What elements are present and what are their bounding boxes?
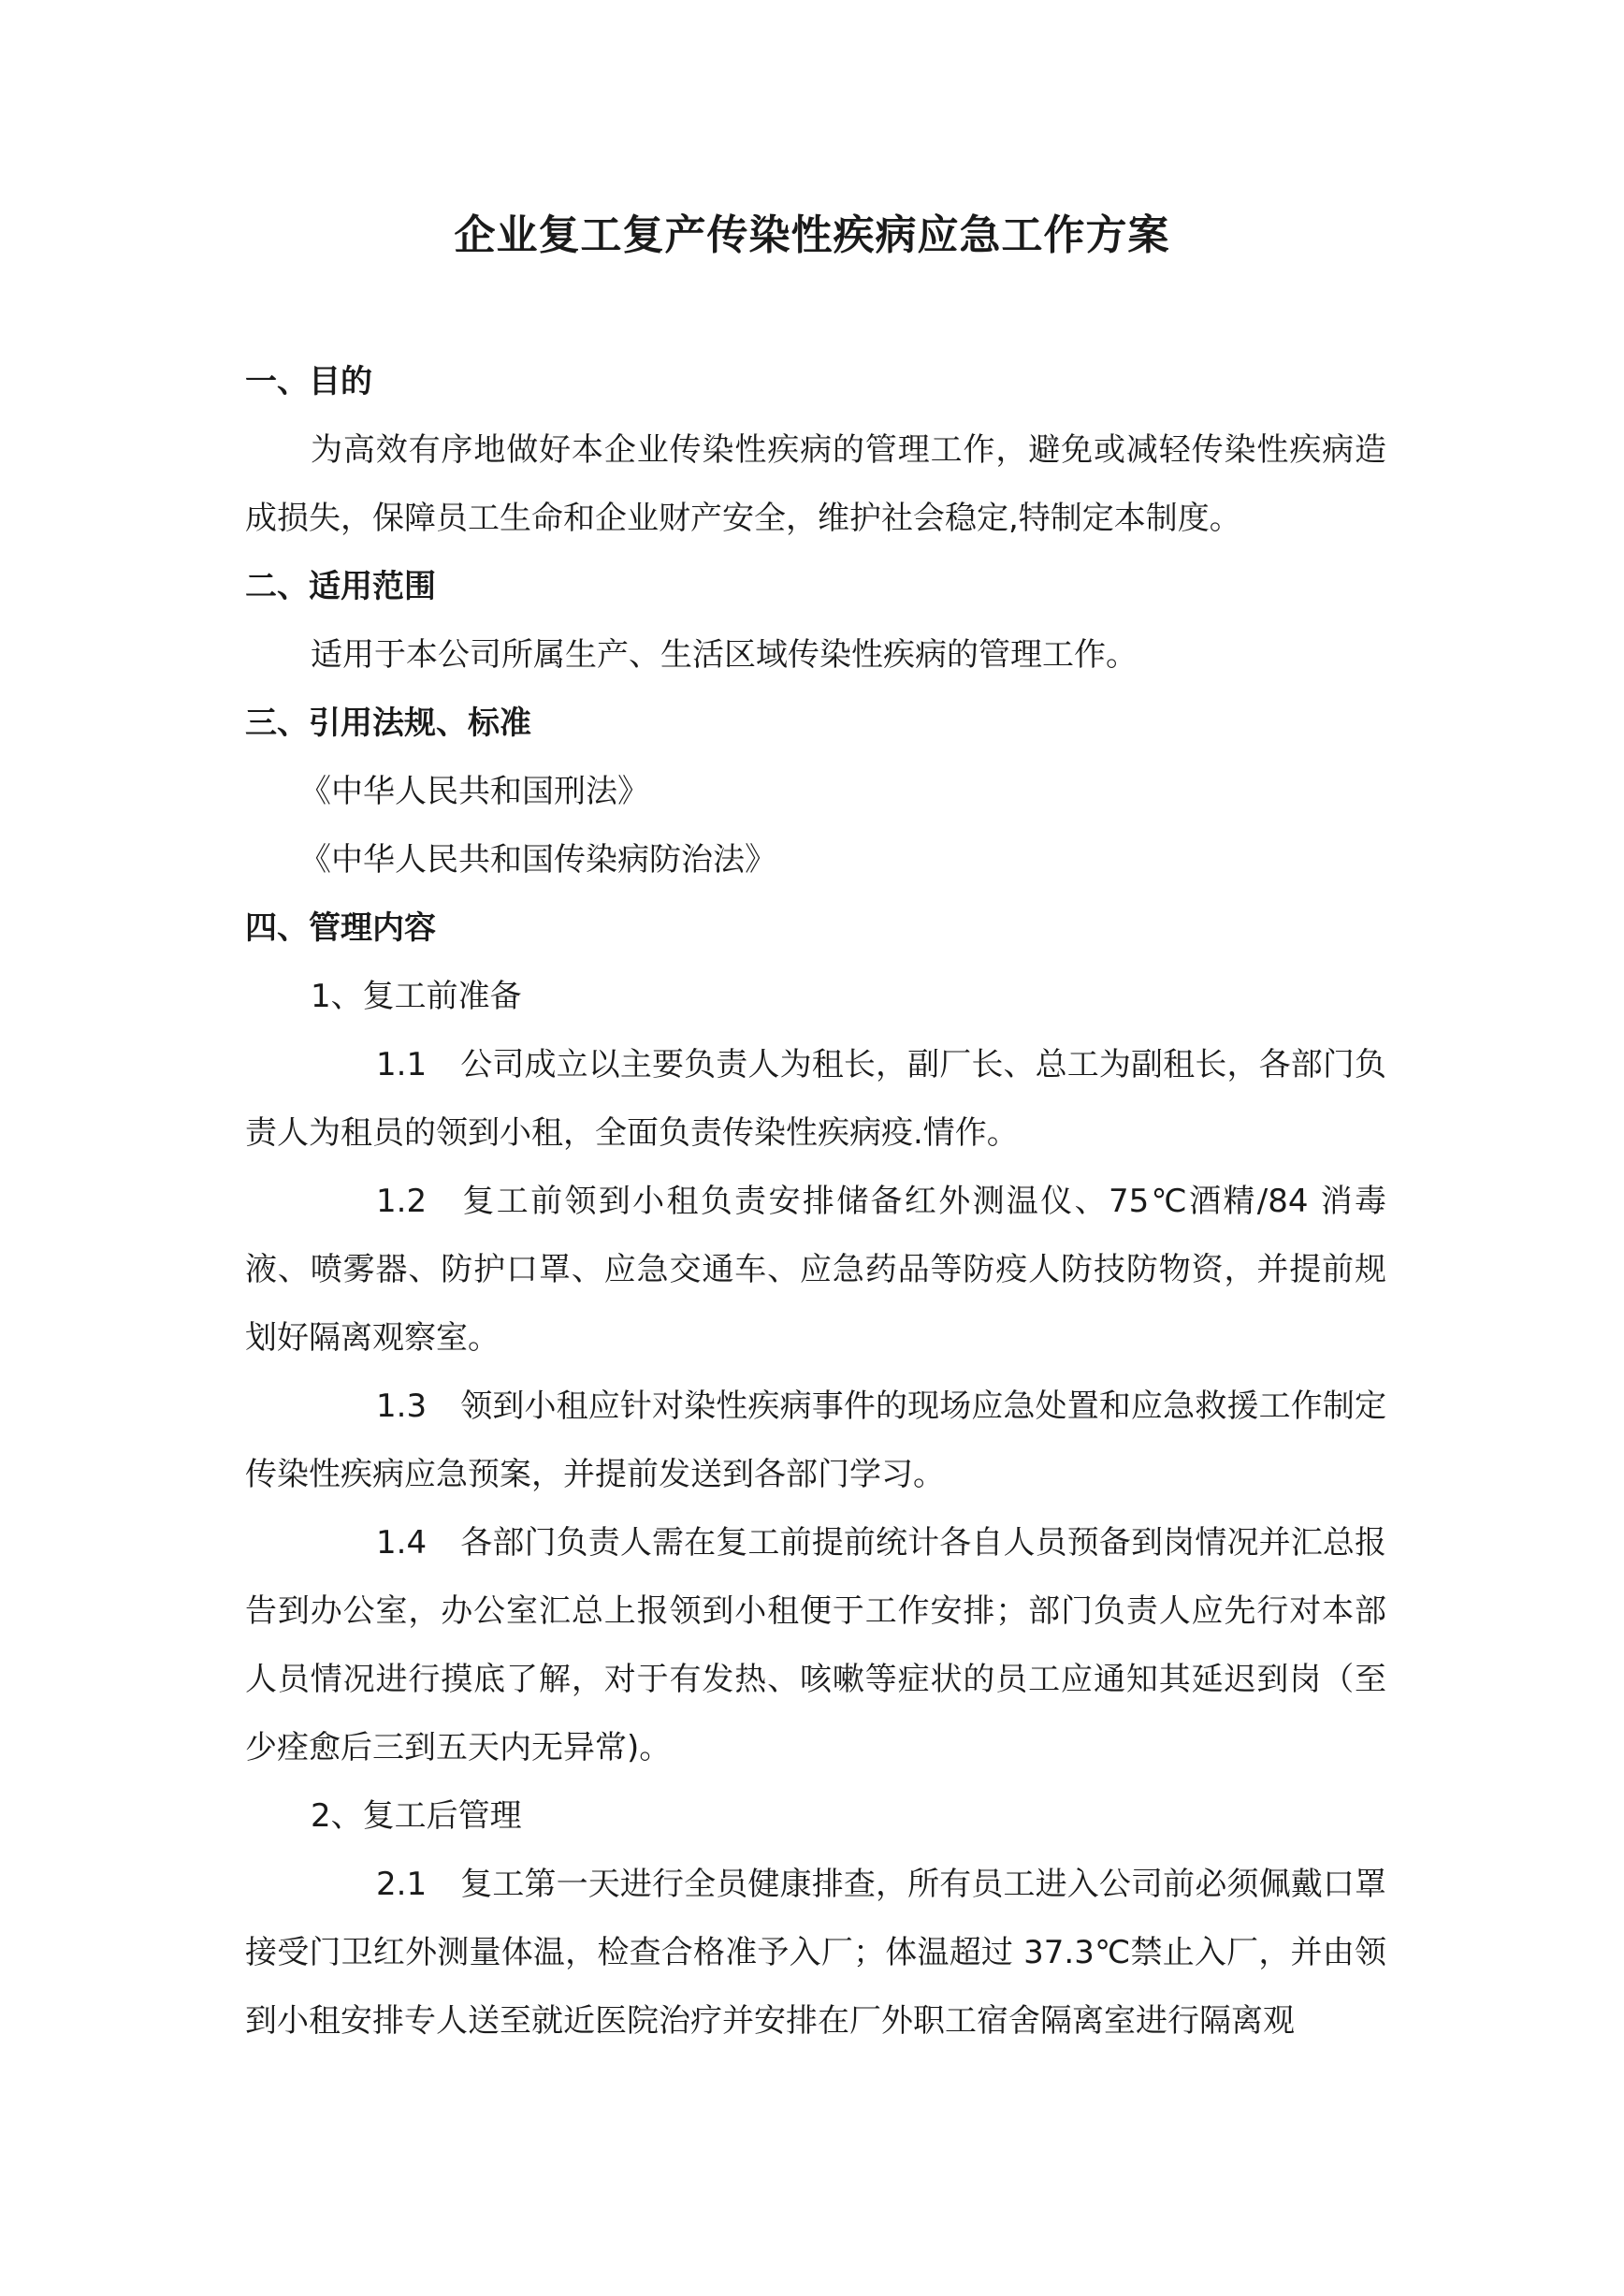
section-heading-references: 三、引用法规、标准 [245,705,531,742]
item-1-3 [245,1373,1386,1509]
item-number: 1.3 [376,1388,428,1425]
item-2-1 [245,1851,1386,2056]
reference-criminal-law: 《中华人民共和国刑法》 [299,773,649,810]
item-number: 1.4 [376,1524,428,1562]
subheading-after-resumption: 2、复工后管理 [311,1797,522,1835]
subheading-before-resumption: 1、复工前准备 [311,978,522,1015]
paragraph-scope: 适用于本公司所属生产、生活区域传染性疾病的管理工作。 [311,636,1138,674]
item-text: 各部门负责人需在复工前提前统计各自人员预备到岗情况并汇总报告到办公室，办公室汇总上报领到小租便于工作安排；部门负责人应先行对本部人员情况进行摸底了解，对于有发热、咳嗽等症状的员工应通知其延迟到岗（至少痊愈后三到五天内无异常)。 [245,1524,1386,1766]
item-number: 1.2 [376,1183,428,1220]
document-body [245,348,1386,2056]
section-heading-purpose: 一、目的 [245,363,372,400]
item-number: 2.1 [376,1866,428,1903]
item-1-1 [245,1031,1386,1168]
reference-disease-law: 《中华人民共和国传染病防治法》 [299,841,776,879]
item-number: 1.1 [376,1046,428,1083]
item-text: 复工第一天进行全员健康排查，所有员工进入公司前必须佩戴口罩接受门卫红外测量体温，检查合格准予入厂；体温超过 37.3℃禁止入厂，并由领到小租安排专人送至就近医院治疗并安排在厂外职工宿舍隔离室进行隔离观 [245,1866,1386,2040]
item-1-2 [245,1168,1386,1373]
section-heading-scope: 二、适用范围 [245,568,436,605]
item-1-4 [245,1509,1386,1782]
document-title: 企业复工复产传染性疾病应急工作方案 [454,211,1170,259]
section-heading-management: 四、管理内容 [245,909,436,947]
item-text: 领到小租应针对染性疾病事件的现场应急处置和应急救援工作制定传染性疾病应急预案，并提前发送到各部门学习。 [245,1388,1386,1493]
item-text: 公司成立以主要负责人为租长，副厂长、总工为副租长，各部门负责人为租员的领到小租，全面负责传染性疾病疫.情作。 [245,1046,1386,1152]
paragraph-purpose: 为高效有序地做好本企业传染性疾病的管理工作，避免或减轻传染性疾病造成损失，保障员工生命和企业财产安全，维护社会稳定,特制定本制度。 [245,431,1386,537]
item-text: 复工前领到小租负责安排储备红外测温仪、75℃酒精/84 消毒液、喷雾器、防护口罩、应急交通车、应急药品等防疫人防技防物资，并提前规划好隔离观察室。 [245,1183,1386,1357]
